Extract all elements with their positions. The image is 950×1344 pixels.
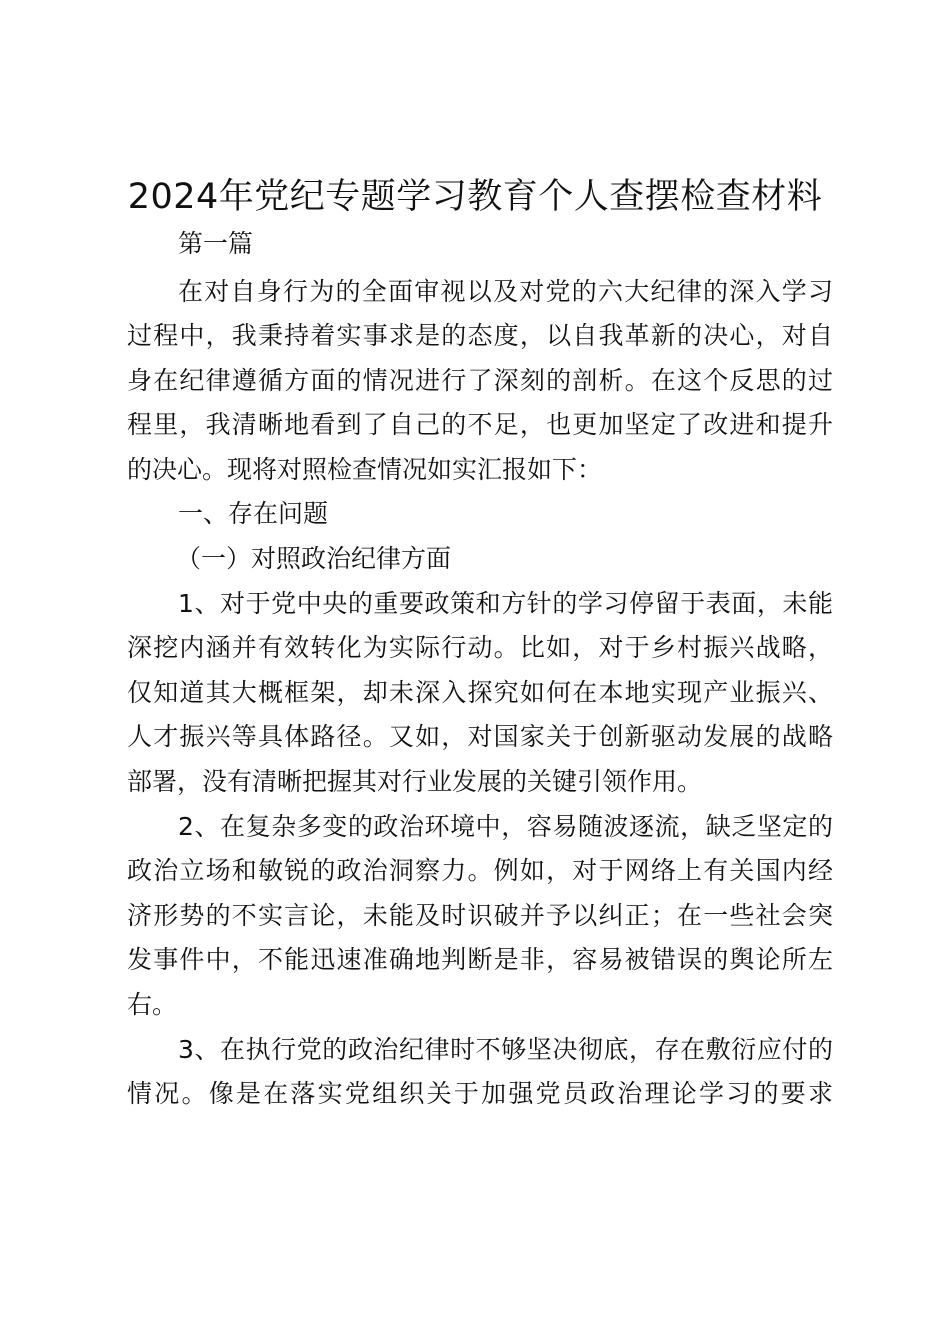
paragraph-line: 情况。像是在落实党组织关于加强党员政治理论学习的要求 — [127, 1079, 833, 1108]
section-label: 第一篇 — [178, 229, 254, 258]
section-heading: 一、存在问题 — [178, 499, 329, 528]
paragraph-line: 3、在执行党的政治纪律时不够坚决彻底，存在敷衍应付的 — [178, 1035, 833, 1064]
paragraph-line: 的决心。现将对照检查情况如实汇报如下： — [127, 455, 603, 484]
paragraph-line: 人才振兴等具体路径。又如，对国家关于创新驱动发展的战略 — [127, 722, 833, 751]
paragraph-line: 2、在复杂多变的政治环境中，容易随波逐流，缺乏坚定的 — [178, 812, 833, 841]
paragraph-line: 在对自身行为的全面审视以及对党的六大纪律的深入学习 — [178, 277, 833, 306]
paragraph-line: 身在纪律遵循方面的情况进行了深刻的剖析。在这个反思的过 — [127, 366, 833, 395]
paragraph-line: 政治立场和敏锐的政治洞察力。例如，对于网络上有关国内经 — [127, 856, 833, 885]
paragraph-line: 右。 — [127, 990, 178, 1019]
paragraph-line: 部署，没有清晰把握其对行业发展的关键引领作用。 — [127, 767, 703, 796]
document-title: 2024年党纪专题学习教育个人查摆检查材料 — [127, 177, 823, 217]
paragraph-line: 1、对于党中央的重要政策和方针的学习停留于表面，未能 — [178, 589, 833, 618]
subsection-heading: （一）对照政治纪律方面 — [176, 544, 452, 573]
paragraph-line: 过程中，我秉持着实事求是的态度，以自我革新的决心，对自 — [127, 321, 833, 350]
paragraph-line: 深挖内涵并有效转化为实际行动。比如，对于乡村振兴战略， — [127, 633, 833, 662]
paragraph-line: 发事件中，不能迅速准确地判断是非，容易被错误的舆论所左 — [127, 945, 833, 974]
paragraph-line: 仅知道其大概框架，却未深入探究如何在本地实现产业振兴、 — [127, 678, 833, 707]
paragraph-line: 程里，我清晰地看到了自己的不足，也更加坚定了改进和提升 — [127, 410, 833, 439]
paragraph-line: 济形势的不实言论，未能及时识破并予以纠正；在一些社会突 — [127, 901, 833, 930]
